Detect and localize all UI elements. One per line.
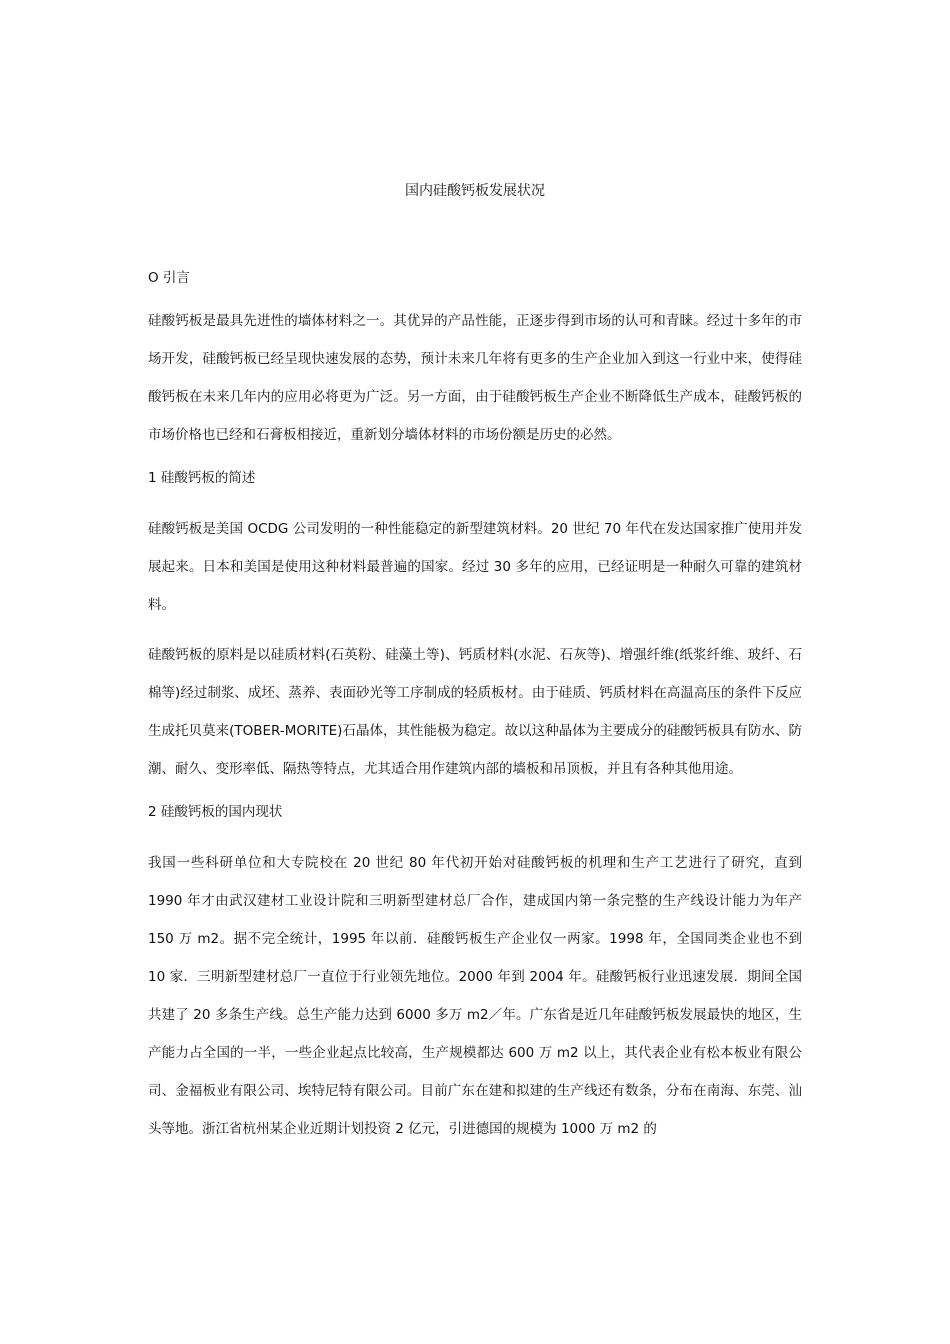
section-introduction [148, 266, 802, 454]
section-overview [148, 466, 802, 788]
document-body [148, 266, 802, 1148]
paragraph: 硅酸钙板是美国 OCDG 公司发明的一种性能稳定的新型建筑材料。20 世纪 70 年代在发达国家推广使用并发展起来。日本和美国是使用这种材料最普遍的国家。经过 30 多年的应用，已经证明是一种耐久可靠的建筑材料。 [148, 521, 802, 613]
section-heading: 1 硅酸钙板的简述 [148, 470, 256, 486]
document-title: 国内硅酸钙板发展状况 [405, 183, 545, 199]
section-domestic-status [148, 800, 802, 1148]
paragraph: 我国一些科研单位和大专院校在 20 世纪 80 年代初开始对硅酸钙板的机理和生产工艺进行了研究，直到 1990 年才由武汉建材工业设计院和三明新型建材总厂合作，建成国内第一条完整的生产线设计能力为年产 150 万 m2。据不完全统计，1995 年以前．硅酸钙板生产企业仅一两家。1998 年，全国同类企业也不到 10 家．三明新型建材总厂一直位于行业领先地位。2000 年到 2004 年。硅酸钙板行业迅速发展．期间全国共建了 20 多条生产线。总生产能力达到 6000 多万 m2／年。广东省是近几年硅酸钙板发展最快的地区，生产能力占全国的一半，一些企业起点比较高，生产规模都达 600 万 m2 以上，其代表企业有松本板业有限公司、金福板业有限公司、埃特尼特有限公司。目前广东在建和拟建的生产线还有数条，分布在南海、东莞、汕头等地。浙江省杭州某企业近期计划投资 2 亿元，引进德国的规模为 1000 万 m2 的 [148, 855, 802, 1137]
section-heading: O 引言 [148, 270, 190, 286]
paragraph: 硅酸钙板的原料是以硅质材料(石英粉、硅藻土等)、钙质材料(水泥、石灰等)、增强纤维(纸浆纤维、玻纤、石棉等)经过制浆、成坯、蒸养、表面砂光等工序制成的轻质板材。由于硅质、钙质材料在高温高压的条件下反应生成托贝莫来(TOBER-MORITE)石晶体，其性能极为稳定。故以这种晶体为主要成分的硅酸钙板具有防水、防潮、耐久、变形率低、隔热等特点，尤其适合用作建筑内部的墙板和吊顶板，并且有各种其他用途。 [148, 647, 802, 777]
section-heading: 2 硅酸钙板的国内现状 [148, 804, 283, 820]
paragraph: 硅酸钙板是最具先进性的墙体材料之一。其优异的产品性能，正逐步得到市场的认可和青睐。经过十多年的市场开发，硅酸钙板已经呈现快速发展的态势，预计未来几年将有更多的生产企业加入到这一行业中来，使得硅酸钙板在未来几年内的应用必将更为广泛。另一方面，由于硅酸钙板生产企业不断降低生产成本，硅酸钙板的市场价格也已经和石膏板相接近，重新划分墙体材料的市场份额是历史的必然。 [148, 313, 802, 443]
